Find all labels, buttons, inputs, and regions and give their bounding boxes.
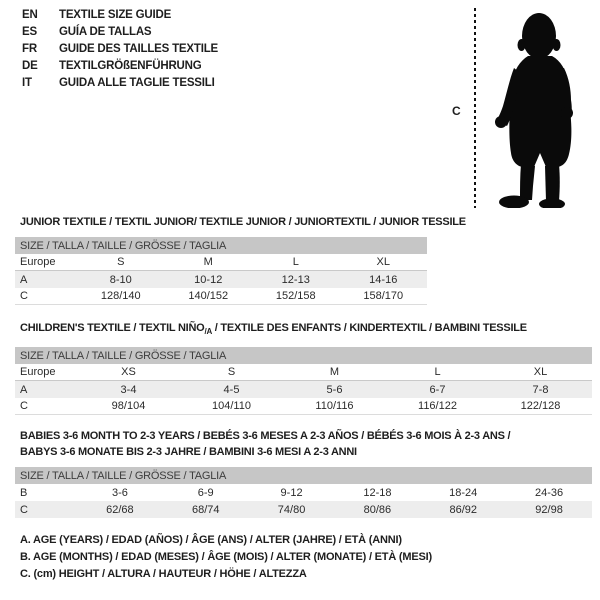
size-cell: 5-6 xyxy=(326,383,343,396)
language-list xyxy=(22,6,218,91)
size-cell: M xyxy=(329,366,340,379)
table-row xyxy=(15,501,592,518)
size-header-bar: SIZE / TALLA / TAILLE / GRÖSSE / TAGLIA xyxy=(15,237,427,254)
size-cell: 8-10 xyxy=(109,273,132,286)
size-header-bar: SIZE / TALLA / TAILLE / GRÖSSE / TAGLIA xyxy=(15,467,592,484)
row-label: C xyxy=(20,503,28,516)
babies-table-title xyxy=(20,428,592,460)
size-cell: 4-5 xyxy=(223,383,240,396)
junior-table xyxy=(15,237,427,305)
table-title-text: BABYS 3-6 MONATE BIS 2-3 JAHRE / BAMBINI 3-6 MESI A 2-3 ANNI xyxy=(20,446,357,458)
table-title-text: CHILDREN'S TEXTILE / TEXTIL NIÑO xyxy=(20,322,205,334)
table-row xyxy=(15,254,427,271)
table-row xyxy=(15,288,427,305)
size-cell: 18-24 xyxy=(449,486,478,499)
size-cell: 86/92 xyxy=(449,503,477,516)
size-cell: 3-6 xyxy=(111,486,128,499)
size-cell: 6-9 xyxy=(197,486,214,499)
size-cell: 7-8 xyxy=(532,383,549,396)
size-cell: 98/104 xyxy=(111,400,146,413)
language-row xyxy=(22,6,218,23)
size-cell: 80/86 xyxy=(363,503,392,516)
table-row xyxy=(15,381,592,398)
size-cell: 10-12 xyxy=(194,273,223,286)
size-cell: L xyxy=(434,366,441,379)
size-cell: XS xyxy=(121,366,136,379)
legend-note: A. AGE (YEARS) / EDAD (AÑOS) / ÂGE (ANS) / ALTER (JAHRE) / ETÀ (ANNI) xyxy=(20,534,402,546)
row-label: A xyxy=(20,273,28,286)
language-code: EN xyxy=(22,8,38,21)
size-cell: 12-18 xyxy=(363,486,392,499)
table-row xyxy=(15,398,592,415)
size-cell: 116/122 xyxy=(418,400,457,413)
row-label: Europe xyxy=(20,366,56,379)
table-row xyxy=(15,271,427,288)
row-label: B xyxy=(20,486,28,499)
size-cell: 92/98 xyxy=(535,503,563,516)
language-label: GUIDA ALLE TAGLIE TESSILI xyxy=(59,76,215,89)
language-label: GUÍA DE TALLAS xyxy=(59,25,152,38)
size-cell: 128/140 xyxy=(100,290,141,302)
size-cell: 122/128 xyxy=(520,400,561,413)
size-cell: 6-7 xyxy=(429,383,446,396)
table-title-line xyxy=(20,444,592,460)
size-cell: 68/74 xyxy=(191,503,220,516)
row-label: C xyxy=(20,400,28,413)
size-cell: 104/110 xyxy=(212,400,251,413)
language-row xyxy=(22,40,218,57)
size-cell: 14-16 xyxy=(369,273,398,286)
row-label: A xyxy=(20,383,28,396)
language-code: DE xyxy=(22,59,38,72)
legend-notes xyxy=(20,534,432,585)
size-cell: 24-36 xyxy=(534,486,564,499)
size-cell: 152/158 xyxy=(275,290,316,302)
table-row xyxy=(15,484,592,501)
language-code: FR xyxy=(22,42,37,55)
table-title-text: JUNIOR TEXTILE / TEXTIL JUNIOR/ TEXTILE JUNIOR / JUNIORTEXTIL / JUNIOR TESSILE xyxy=(20,216,466,228)
table-title-line xyxy=(20,428,592,444)
language-row xyxy=(22,23,218,40)
table-title-text: / TEXTILE DES ENFANTS / KINDERTEXTIL / BAMBINI TESSILE xyxy=(211,322,527,334)
table-title-text: /A xyxy=(204,327,212,337)
table-title-line xyxy=(20,214,466,230)
language-row xyxy=(22,57,218,74)
childrens-table xyxy=(15,347,592,415)
size-cell: 62/68 xyxy=(106,503,134,516)
language-label: TEXTILE SIZE GUIDE xyxy=(59,8,172,21)
height-dashed-line xyxy=(474,8,476,208)
size-cell: 74/80 xyxy=(277,503,306,516)
table-row xyxy=(15,364,592,381)
babies-table xyxy=(15,467,592,518)
size-cell: L xyxy=(292,256,299,268)
baby-silhouette-icon xyxy=(484,6,598,208)
legend-note: B. AGE (MONTHS) / EDAD (MESES) / ÂGE (MOIS) / ALTER (MONATE) / ETÀ (MESI) xyxy=(20,551,432,563)
childrens-textile-section xyxy=(15,320,592,415)
size-cell: 140/152 xyxy=(188,290,229,302)
size-cell: S xyxy=(117,256,125,268)
language-label: TEXTILGRÖßENFÜHRUNG xyxy=(59,59,202,72)
size-cell: 12-13 xyxy=(281,273,310,286)
language-code: IT xyxy=(22,76,32,89)
height-measure-label: C xyxy=(452,104,461,118)
language-label: GUIDE DES TAILLES TEXTILE xyxy=(59,42,218,55)
size-cell: XL xyxy=(533,366,548,379)
language-code: ES xyxy=(22,25,37,38)
legend-note: C. (cm) HEIGHT / ALTURA / HAUTEUR / HÖHE / ALTEZZA xyxy=(20,568,307,580)
row-label: Europe xyxy=(20,256,56,268)
size-cell: M xyxy=(203,256,213,268)
table-title-line xyxy=(20,320,592,340)
size-cell: 9-12 xyxy=(280,486,303,499)
language-row xyxy=(22,74,218,91)
size-cell: S xyxy=(227,366,236,379)
size-cell: XL xyxy=(376,256,390,268)
childrens-table-title xyxy=(20,320,592,340)
size-cell: 3-4 xyxy=(120,383,137,396)
babies-textile-section xyxy=(15,428,592,518)
junior-textile-section xyxy=(15,214,466,305)
table-title-text: BABIES 3-6 MONTH TO 2-3 YEARS / BEBÉS 3-6 MESES A 2-3 AÑOS / BÉBÉS 3-6 MOIS À 2-3 ANS / xyxy=(20,430,511,442)
junior-table-title xyxy=(20,214,466,230)
size-header-bar: SIZE / TALLA / TAILLE / GRÖSSE / TAGLIA xyxy=(15,347,592,364)
row-label: C xyxy=(20,290,28,302)
size-cell: 158/170 xyxy=(363,290,404,302)
size-cell: 110/116 xyxy=(315,400,354,413)
